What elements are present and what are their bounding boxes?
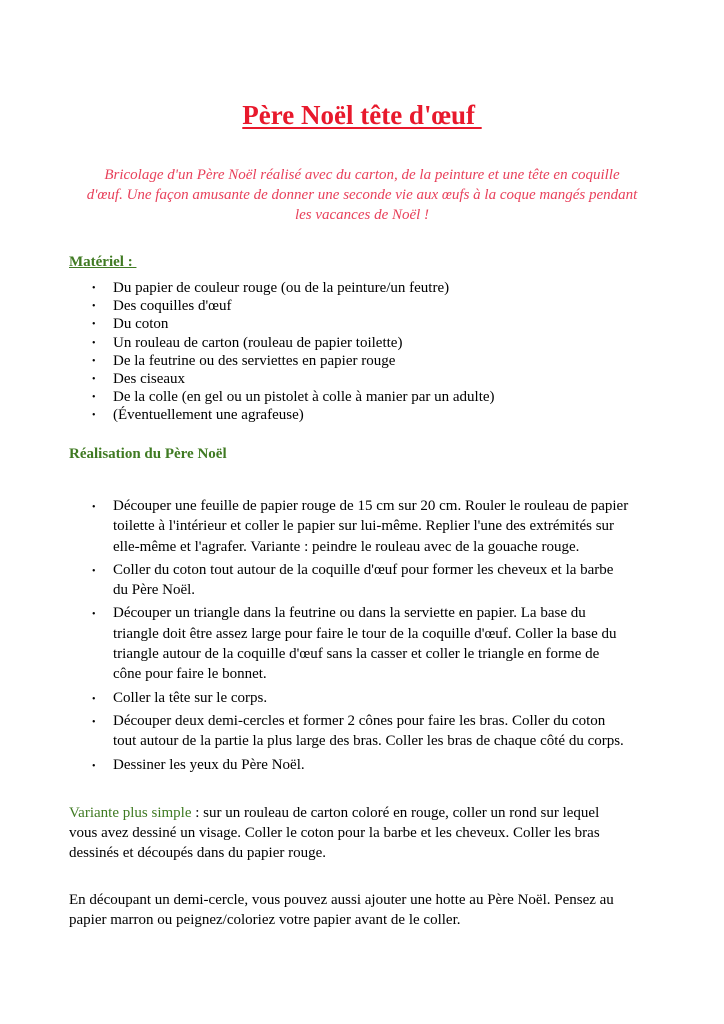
bullet-icon: • (92, 410, 96, 422)
list-item (0, 279, 495, 297)
variante-line: dessinés et découpés dans du papier rouge. (69, 845, 327, 861)
bullet-icon: • (92, 392, 96, 404)
step-line: Découper une feuille de papier rouge de 15 cm sur 20 cm. Rouler le rouleau de papier (113, 498, 629, 514)
list-item (0, 603, 628, 684)
list-item (0, 560, 628, 601)
bullet-icon: • (92, 283, 96, 294)
steps-list (0, 496, 628, 778)
hotte-line: papier marron ou peignez/coloriez votre papier avant de le coller. (69, 912, 461, 928)
material-item: Des ciseaux (113, 371, 186, 388)
realisation-heading: Réalisation du Père Noël (69, 446, 227, 462)
hotte-line: En découpant un demi-cercle, vous pouvez aussi ajouter une hotte au Père Noël. Pensez au (69, 892, 614, 908)
list-item (0, 352, 495, 370)
list-item (0, 334, 495, 352)
list-item (0, 297, 495, 315)
materials-list (0, 279, 495, 425)
variante-line: vous avez dessiné un visage. Coller le coton pour la barbe et les cheveux. Coller les bras (69, 825, 600, 841)
material-item: Du coton (113, 316, 169, 333)
variante-paragraph (69, 803, 600, 863)
bullet-icon: • (92, 760, 96, 772)
list-item (0, 688, 628, 708)
step-line: Coller la tête sur le corps. (113, 689, 268, 706)
bullet-icon: • (92, 337, 96, 349)
step-line: Coller du coton tout autour de la coquille d'œuf pour former les cheveux et la barbe (113, 561, 614, 578)
material-item: De la colle (en gel ou un pistolet à colle à manier par un adulte) (113, 389, 495, 406)
step-line: Découper un triangle dans la feutrine ou dans la serviette en papier. La base du (113, 605, 586, 622)
bullet-icon: • (92, 374, 96, 386)
intro-line: les vacances de Noël ! (294, 207, 430, 223)
bullet-icon: • (92, 502, 96, 513)
variante-line (69, 803, 600, 823)
step-line: Découper deux demi-cercles et former 2 cônes pour faire les bras. Coller du coton (113, 712, 606, 729)
step-line: Dessiner les yeux du Père Noël. (113, 756, 305, 773)
step-line: triangle autour de la coquille d'œuf sans la casser et coller le triangle en forme de (113, 646, 600, 663)
material-item: De la feutrine ou des serviettes en papier rouge (113, 352, 396, 369)
material-item: Un rouleau de carton (rouleau de papier toilette) (113, 334, 403, 351)
list-item (0, 711, 628, 752)
step-line: toilette à l'intérieur et coller le papier sur lui-même. Replier l'une des extrémités sur (113, 518, 615, 535)
materials-heading: Matériel : (69, 254, 137, 270)
bullet-icon: • (92, 716, 96, 728)
step-line: triangle doit être assez large pour faire le tour de la coquille d'œuf. Coller la base du (113, 625, 617, 642)
bullet-icon: • (92, 565, 96, 577)
list-item (0, 388, 495, 406)
variante-label: Variante plus simple (69, 805, 192, 821)
intro-paragraph (62, 165, 662, 225)
step-line: elle-même et l'agrafer. Variante : peindre le rouleau avec de la gouache rouge. (113, 538, 580, 555)
list-item (0, 406, 495, 424)
list-item (0, 370, 495, 388)
material-item: (Éventuellement une agrafeuse) (113, 407, 304, 424)
step-line: tout autour de la partie la plus large des bras. Coller les bras de chaque côté du corps. (113, 733, 624, 750)
intro-line: Bricolage d'un Père Noël réalisé avec du carton, de la peinture et une tête en coquille (104, 167, 620, 183)
material-item: Des coquilles d'œuf (113, 298, 232, 315)
step-line: du Père Noël. (113, 582, 196, 599)
bullet-icon: • (92, 609, 96, 621)
list-item (0, 496, 628, 557)
hotte-paragraph (69, 890, 614, 930)
bullet-icon: • (92, 693, 96, 705)
list-item (0, 755, 628, 775)
bullet-icon: • (92, 319, 96, 331)
bullet-icon: • (92, 355, 96, 367)
intro-line: d'œuf. Une façon amusante de donner une seconde vie aux œufs à la coque mangés pendant (86, 187, 638, 203)
bullet-icon: • (92, 301, 96, 313)
step-line: cône pour faire le bonnet. (113, 666, 267, 683)
page-title: Père Noël tête d'œuf (242, 100, 482, 130)
material-item: Du papier de couleur rouge (ou de la peinture/un feutre) (113, 280, 450, 296)
variante-text: : sur un rouleau de carton coloré en rouge, coller un rond sur lequel (191, 805, 600, 821)
list-item (0, 315, 495, 333)
